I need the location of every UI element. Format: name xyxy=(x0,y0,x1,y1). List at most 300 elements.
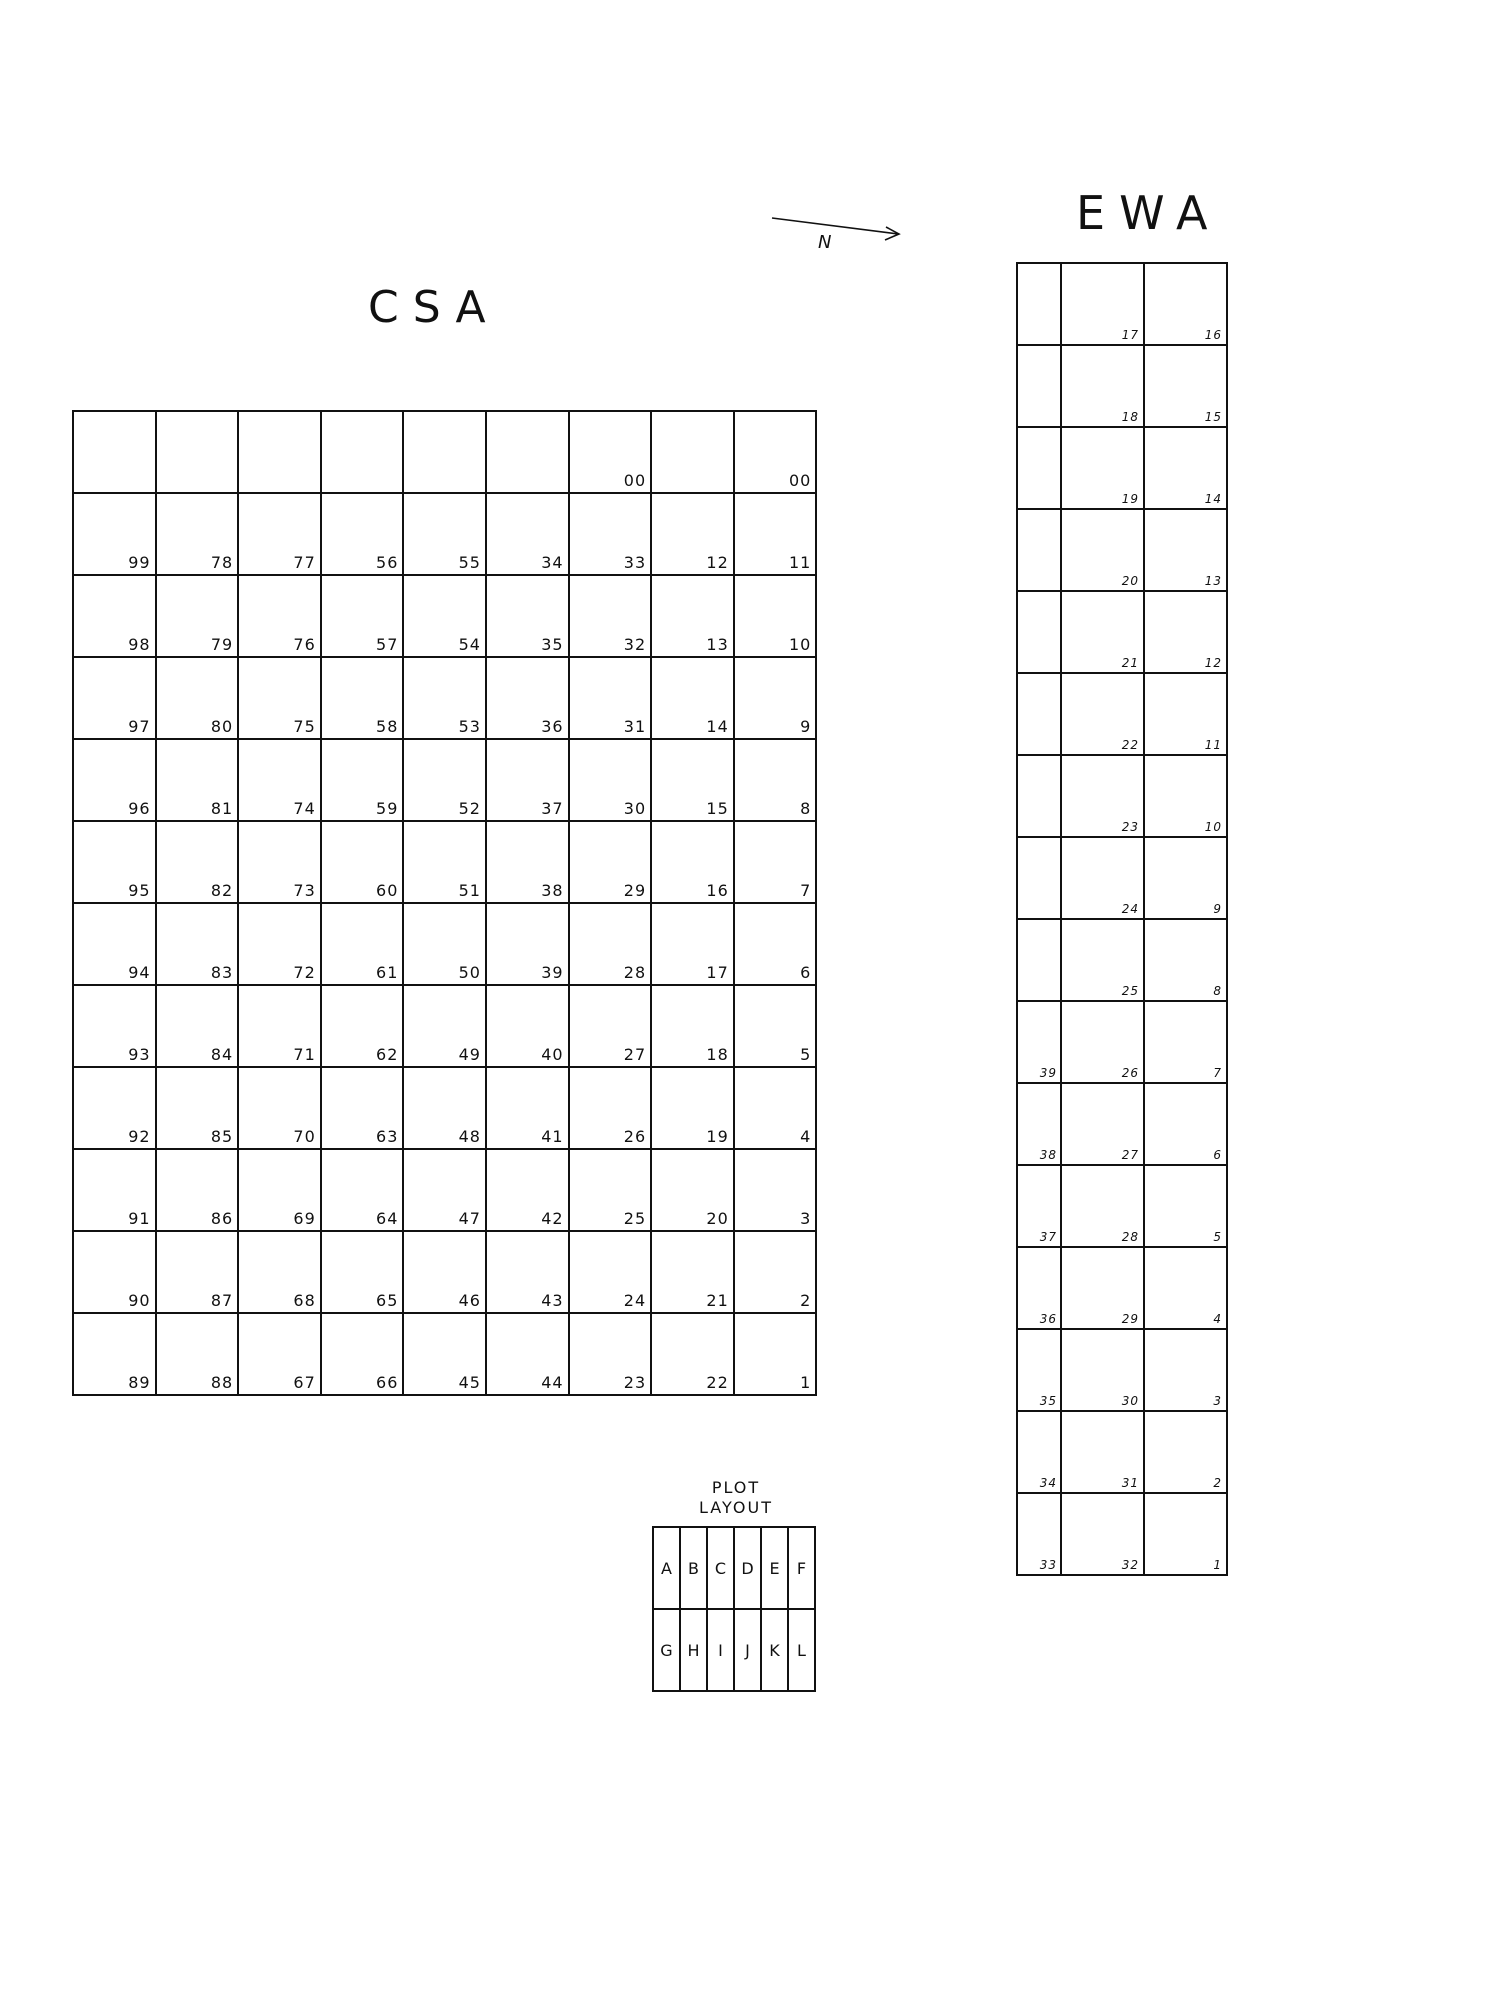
ewa-plot-cell-number: 2 xyxy=(1213,1476,1222,1490)
csa-plot-cell-row xyxy=(73,1313,816,1395)
csa-plot-cell xyxy=(486,1149,569,1231)
ewa-plot-cell xyxy=(1061,1083,1144,1165)
csa-plot-cell xyxy=(651,411,734,493)
csa-plot-cell-number: 13 xyxy=(706,635,729,654)
csa-plot-cell-number: 54 xyxy=(458,635,481,654)
ewa-plot-cell-row xyxy=(1017,1083,1227,1165)
csa-plot-cell-number: 10 xyxy=(788,635,812,654)
ewa-plot-cell xyxy=(1144,1083,1227,1165)
csa-plot-cell xyxy=(73,575,156,657)
ewa-plot-cell-number: 12 xyxy=(1204,656,1222,670)
ewa-plot-cell xyxy=(1017,263,1061,345)
csa-plot-cell-number: 16 xyxy=(706,881,729,900)
csa-plot-cell-number: 98 xyxy=(128,635,151,654)
csa-plot-cell xyxy=(651,1313,734,1395)
csa-plot-cell-number: 79 xyxy=(210,635,234,654)
csa-plot-cell xyxy=(569,739,652,821)
csa-plot-cell-number: 33 xyxy=(623,553,647,572)
csa-plot-cell-number: 20 xyxy=(706,1209,729,1228)
csa-plot-cell xyxy=(569,821,652,903)
csa-plot-cell xyxy=(734,411,817,493)
ewa-plot-cell-number: 33 xyxy=(1039,1558,1057,1572)
ewa-plot-cell-number: 17 xyxy=(1121,328,1139,342)
plot-layout-cell: B xyxy=(680,1527,707,1609)
ewa-plot-cell-number: 20 xyxy=(1121,574,1139,588)
csa-plot-cell-number: 95 xyxy=(128,881,151,900)
csa-plot-cell xyxy=(486,657,569,739)
csa-plot-cell-number: 96 xyxy=(128,799,151,818)
ewa-plot-cell xyxy=(1017,1329,1061,1411)
ewa-plot-cell xyxy=(1017,755,1061,837)
csa-plot-cell xyxy=(734,575,817,657)
csa-plot-cell-number: 46 xyxy=(458,1291,481,1310)
csa-plot-cell-row xyxy=(73,493,816,575)
ewa-plot-cell xyxy=(1061,263,1144,345)
ewa-plot-cell xyxy=(1061,837,1144,919)
csa-plot-cell-number: 67 xyxy=(293,1373,316,1392)
csa-plot-cell-number: 9 xyxy=(800,717,812,736)
csa-plot-cell-number: 99 xyxy=(128,553,151,572)
csa-plot-cell-number: 22 xyxy=(706,1373,729,1392)
csa-plot-cell xyxy=(73,493,156,575)
csa-plot-cell xyxy=(238,411,321,493)
csa-plot-cell-number: 27 xyxy=(623,1045,647,1064)
csa-plot-cell xyxy=(403,903,486,985)
ewa-plot-cell xyxy=(1061,1411,1144,1493)
csa-plot-cell-number: 49 xyxy=(458,1045,481,1064)
csa-plot-cell-number: 00 xyxy=(623,471,647,490)
csa-plot-cell xyxy=(569,411,652,493)
ewa-plot-cell-row xyxy=(1017,1329,1227,1411)
csa-plot-cell xyxy=(569,1313,652,1395)
csa-plot-cell-number: 25 xyxy=(623,1209,647,1228)
csa-plot-grid xyxy=(72,410,817,1396)
ewa-plot-cell xyxy=(1144,1165,1227,1247)
csa-plot-cell xyxy=(321,575,404,657)
csa-plot-cell-number: 45 xyxy=(458,1373,481,1392)
csa-plot-cell xyxy=(238,821,321,903)
csa-plot-cell xyxy=(734,1067,817,1149)
ewa-plot-cell-number: 23 xyxy=(1121,820,1139,834)
ewa-title: EWA xyxy=(1076,186,1222,240)
csa-plot-cell xyxy=(321,493,404,575)
csa-plot-cell xyxy=(238,493,321,575)
csa-plot-cell xyxy=(73,1067,156,1149)
csa-plot-cell-number: 87 xyxy=(210,1291,234,1310)
ewa-plot-cell xyxy=(1144,263,1227,345)
plot-layout-cell: E xyxy=(761,1527,788,1609)
csa-plot-cell xyxy=(651,1067,734,1149)
csa-plot-cell xyxy=(321,821,404,903)
csa-plot-cell xyxy=(486,411,569,493)
ewa-plot-cell-number: 28 xyxy=(1121,1230,1139,1244)
csa-plot-cell-number: 76 xyxy=(293,635,316,654)
csa-plot-cell xyxy=(403,411,486,493)
csa-plot-cell-number: 89 xyxy=(128,1373,151,1392)
csa-plot-cell-row xyxy=(73,657,816,739)
csa-plot-cell xyxy=(486,493,569,575)
ewa-plot-cell xyxy=(1061,673,1144,755)
ewa-plot-cell-row xyxy=(1017,427,1227,509)
ewa-plot-cell-number: 11 xyxy=(1204,738,1222,752)
csa-plot-cell xyxy=(403,985,486,1067)
csa-plot-cell-number: 63 xyxy=(376,1127,399,1146)
ewa-plot-cell xyxy=(1144,673,1227,755)
csa-plot-cell-number: 60 xyxy=(376,881,399,900)
ewa-plot-cell xyxy=(1061,1329,1144,1411)
csa-plot-cell-number: 29 xyxy=(623,881,647,900)
csa-plot-cell-number: 15 xyxy=(706,799,729,818)
north-label: N xyxy=(818,232,832,253)
ewa-plot-cell xyxy=(1061,1165,1144,1247)
ewa-plot-cell xyxy=(1017,427,1061,509)
csa-plot-cell xyxy=(73,1231,156,1313)
csa-plot-cell-number: 00 xyxy=(788,471,812,490)
csa-plot-cell xyxy=(403,821,486,903)
csa-plot-cell xyxy=(651,1231,734,1313)
csa-plot-cell xyxy=(403,1149,486,1231)
ewa-plot-cell-number: 14 xyxy=(1204,492,1222,506)
csa-plot-cell xyxy=(238,575,321,657)
csa-plot-cell-number: 5 xyxy=(800,1045,812,1064)
csa-plot-cell-number: 47 xyxy=(458,1209,481,1228)
ewa-plot-cell xyxy=(1144,919,1227,1001)
csa-plot-cell xyxy=(321,657,404,739)
ewa-plot-cell xyxy=(1144,837,1227,919)
ewa-plot-cell xyxy=(1061,1493,1144,1575)
csa-plot-cell-number: 34 xyxy=(541,553,564,572)
csa-plot-cell xyxy=(156,493,239,575)
csa-plot-cell-number: 56 xyxy=(376,553,399,572)
plot-layout-cell: C xyxy=(707,1527,734,1609)
plot-layout-cell: G xyxy=(653,1609,680,1691)
ewa-plot-cell-number: 27 xyxy=(1121,1148,1139,1162)
ewa-plot-cell xyxy=(1017,1493,1061,1575)
csa-plot-cell xyxy=(238,1231,321,1313)
csa-plot-cell-number: 51 xyxy=(458,881,481,900)
ewa-plot-cell xyxy=(1017,1083,1061,1165)
csa-plot-cell xyxy=(486,739,569,821)
csa-plot-cell xyxy=(486,1231,569,1313)
csa-plot-cell xyxy=(403,739,486,821)
ewa-plot-cell-row xyxy=(1017,1001,1227,1083)
csa-plot-cell-row xyxy=(73,1067,816,1149)
csa-plot-cell xyxy=(734,493,817,575)
csa-plot-cell xyxy=(156,1149,239,1231)
ewa-plot-cell-row xyxy=(1017,919,1227,1001)
csa-plot-cell-number: 61 xyxy=(376,963,399,982)
csa-plot-cell-number: 41 xyxy=(541,1127,564,1146)
ewa-plot-cell-number: 21 xyxy=(1121,656,1139,670)
csa-plot-cell xyxy=(734,1313,817,1395)
csa-plot-cell-row xyxy=(73,739,816,821)
csa-plot-cell xyxy=(156,1231,239,1313)
csa-plot-cell xyxy=(156,1067,239,1149)
ewa-plot-cell xyxy=(1061,591,1144,673)
ewa-plot-cell xyxy=(1017,837,1061,919)
ewa-plot-cell-number: 18 xyxy=(1121,410,1139,424)
ewa-plot-cell-number: 16 xyxy=(1204,328,1222,342)
csa-plot-cell-row xyxy=(73,411,816,493)
ewa-plot-cell-number: 30 xyxy=(1121,1394,1139,1408)
csa-plot-cell-number: 17 xyxy=(706,963,729,982)
csa-plot-cell xyxy=(651,821,734,903)
ewa-plot-cell-number: 36 xyxy=(1039,1312,1057,1326)
csa-plot-cell xyxy=(238,657,321,739)
ewa-plot-cell-number: 4 xyxy=(1213,1312,1222,1326)
ewa-plot-cell xyxy=(1061,755,1144,837)
csa-plot-cell-number: 8 xyxy=(800,799,812,818)
csa-plot-cell-number: 39 xyxy=(541,963,564,982)
csa-plot-cell xyxy=(486,985,569,1067)
csa-plot-cell-row xyxy=(73,903,816,985)
ewa-plot-cell xyxy=(1144,1493,1227,1575)
csa-plot-cell-number: 2 xyxy=(800,1291,812,1310)
csa-plot-cell xyxy=(321,985,404,1067)
csa-plot-cell-number: 91 xyxy=(128,1209,151,1228)
csa-plot-cell xyxy=(73,1149,156,1231)
ewa-plot-cell xyxy=(1017,1165,1061,1247)
plot-layout-cell: A xyxy=(653,1527,680,1609)
csa-plot-cell xyxy=(569,985,652,1067)
csa-plot-cell xyxy=(734,985,817,1067)
csa-plot-cell xyxy=(651,985,734,1067)
ewa-plot-cell xyxy=(1017,1001,1061,1083)
ewa-plot-cell-number: 1 xyxy=(1213,1558,1222,1572)
ewa-plot-cell xyxy=(1144,427,1227,509)
ewa-plot-cell-row xyxy=(1017,591,1227,673)
csa-plot-cell-number: 55 xyxy=(458,553,481,572)
csa-plot-cell-number: 37 xyxy=(541,799,564,818)
ewa-plot-cell-number: 13 xyxy=(1204,574,1222,588)
csa-plot-cell xyxy=(569,657,652,739)
csa-plot-cell xyxy=(238,1313,321,1395)
csa-plot-cell-number: 83 xyxy=(210,963,234,982)
ewa-plot-cell xyxy=(1061,345,1144,427)
csa-plot-cell xyxy=(486,903,569,985)
csa-plot-cell-number: 58 xyxy=(376,717,399,736)
csa-plot-cell xyxy=(569,575,652,657)
csa-plot-cell-number: 52 xyxy=(458,799,481,818)
plot-layout-cell: H xyxy=(680,1609,707,1691)
csa-plot-cell xyxy=(486,1313,569,1395)
ewa-plot-cell xyxy=(1017,673,1061,755)
ewa-plot-cell xyxy=(1061,427,1144,509)
csa-plot-cell xyxy=(156,985,239,1067)
ewa-plot-cell-number: 22 xyxy=(1121,738,1139,752)
csa-plot-cell xyxy=(156,821,239,903)
csa-plot-cell xyxy=(486,821,569,903)
csa-plot-cell-number: 42 xyxy=(541,1209,564,1228)
csa-plot-cell-number: 1 xyxy=(800,1373,812,1392)
csa-plot-cell xyxy=(651,493,734,575)
csa-plot-cell-number: 81 xyxy=(210,799,234,818)
ewa-plot-cell-row xyxy=(1017,755,1227,837)
csa-plot-cell-number: 78 xyxy=(210,553,234,572)
csa-plot-cell-number: 50 xyxy=(458,963,481,982)
csa-plot-cell-number: 44 xyxy=(541,1373,564,1392)
csa-plot-cell-number: 32 xyxy=(623,635,647,654)
ewa-plot-cell xyxy=(1144,345,1227,427)
plot-layout-grid xyxy=(652,1526,816,1692)
ewa-plot-cell xyxy=(1017,1247,1061,1329)
csa-plot-cell xyxy=(651,739,734,821)
ewa-plot-cell-number: 31 xyxy=(1121,1476,1139,1490)
ewa-plot-cell xyxy=(1017,591,1061,673)
csa-plot-cell xyxy=(156,903,239,985)
csa-plot-cell-number: 70 xyxy=(293,1127,316,1146)
ewa-plot-cell xyxy=(1144,755,1227,837)
plot-layout-label xyxy=(686,1478,786,1518)
csa-plot-cell-number: 86 xyxy=(210,1209,234,1228)
csa-plot-cell xyxy=(569,1231,652,1313)
csa-plot-cell-number: 40 xyxy=(541,1045,564,1064)
csa-plot-cell-number: 84 xyxy=(210,1045,234,1064)
csa-plot-cell-number: 7 xyxy=(800,881,812,900)
csa-plot-cell xyxy=(321,739,404,821)
csa-plot-cell-number: 62 xyxy=(376,1045,399,1064)
ewa-plot-cell-number: 37 xyxy=(1039,1230,1057,1244)
csa-plot-cell-number: 21 xyxy=(706,1291,729,1310)
plot-layout-cell: I xyxy=(707,1609,734,1691)
ewa-plot-cell-number: 15 xyxy=(1204,410,1222,424)
csa-plot-cell-number: 74 xyxy=(293,799,316,818)
csa-plot-cell-number: 82 xyxy=(210,881,234,900)
csa-plot-cell xyxy=(403,1231,486,1313)
csa-plot-cell xyxy=(238,1149,321,1231)
ewa-plot-cell-number: 6 xyxy=(1213,1148,1222,1162)
csa-plot-cell xyxy=(156,1313,239,1395)
csa-plot-cell xyxy=(156,411,239,493)
ewa-plot-cell xyxy=(1144,1001,1227,1083)
ewa-plot-cell-number: 26 xyxy=(1121,1066,1139,1080)
ewa-plot-cell xyxy=(1017,919,1061,1001)
ewa-plot-cell xyxy=(1061,509,1144,591)
ewa-plot-cell-number: 25 xyxy=(1121,984,1139,998)
csa-plot-cell xyxy=(238,739,321,821)
csa-plot-cell xyxy=(321,1231,404,1313)
csa-plot-cell xyxy=(569,903,652,985)
csa-plot-cell-number: 88 xyxy=(210,1373,234,1392)
csa-plot-cell-number: 48 xyxy=(458,1127,481,1146)
plot-layout-label-line1: PLOT xyxy=(711,1478,761,1497)
ewa-plot-cell-row xyxy=(1017,1165,1227,1247)
csa-plot-cell xyxy=(321,1067,404,1149)
csa-plot-cell xyxy=(321,903,404,985)
csa-plot-cell xyxy=(403,575,486,657)
plot-layout-cell: L xyxy=(788,1609,815,1691)
csa-plot-cell xyxy=(734,1231,817,1313)
csa-plot-cell xyxy=(734,657,817,739)
ewa-plot-cell xyxy=(1144,509,1227,591)
ewa-plot-cell-row xyxy=(1017,1493,1227,1575)
csa-plot-cell xyxy=(321,1313,404,1395)
csa-plot-cell xyxy=(734,1149,817,1231)
ewa-plot-cell-row xyxy=(1017,837,1227,919)
csa-plot-cell-number: 36 xyxy=(541,717,564,736)
ewa-plot-cell-number: 7 xyxy=(1213,1066,1222,1080)
csa-plot-cell xyxy=(321,411,404,493)
ewa-plot-cell-number: 19 xyxy=(1121,492,1139,506)
csa-plot-cell xyxy=(651,657,734,739)
ewa-plot-cell-number: 32 xyxy=(1121,1558,1139,1572)
csa-plot-cell-number: 35 xyxy=(541,635,564,654)
csa-plot-cell xyxy=(73,657,156,739)
csa-plot-cell xyxy=(486,1067,569,1149)
csa-plot-cell xyxy=(73,903,156,985)
ewa-plot-cell xyxy=(1144,1247,1227,1329)
csa-plot-cell-number: 73 xyxy=(293,881,316,900)
csa-plot-cell xyxy=(156,575,239,657)
csa-plot-cell-number: 85 xyxy=(210,1127,234,1146)
ewa-plot-cell xyxy=(1017,345,1061,427)
csa-plot-cell xyxy=(321,1149,404,1231)
csa-plot-cell-number: 12 xyxy=(706,553,729,572)
csa-plot-cell-number: 69 xyxy=(293,1209,316,1228)
csa-plot-cell xyxy=(156,739,239,821)
csa-plot-cell xyxy=(569,1149,652,1231)
ewa-plot-cell-row xyxy=(1017,1247,1227,1329)
csa-plot-cell-row xyxy=(73,575,816,657)
csa-plot-cell xyxy=(569,493,652,575)
csa-plot-cell xyxy=(651,575,734,657)
csa-plot-cell-number: 38 xyxy=(541,881,564,900)
ewa-plot-cell xyxy=(1144,1411,1227,1493)
csa-plot-cell xyxy=(238,1067,321,1149)
plot-layout-cell: F xyxy=(788,1527,815,1609)
csa-plot-cell-number: 75 xyxy=(293,717,316,736)
ewa-plot-cell-number: 35 xyxy=(1039,1394,1057,1408)
csa-plot-cell-row xyxy=(73,985,816,1067)
csa-plot-cell-number: 23 xyxy=(623,1373,647,1392)
csa-plot-cell-number: 80 xyxy=(210,717,234,736)
csa-plot-cell-number: 3 xyxy=(800,1209,812,1228)
csa-plot-cell-number: 11 xyxy=(788,553,812,572)
csa-plot-cell-number: 28 xyxy=(623,963,647,982)
ewa-plot-cell xyxy=(1017,1411,1061,1493)
csa-plot-cell xyxy=(73,411,156,493)
csa-plot-cell xyxy=(734,821,817,903)
csa-plot-cell-number: 94 xyxy=(128,963,151,982)
csa-plot-cell-number: 4 xyxy=(800,1127,812,1146)
ewa-plot-cell-number: 8 xyxy=(1213,984,1222,998)
ewa-plot-cell-row xyxy=(1017,263,1227,345)
ewa-plot-cell xyxy=(1017,509,1061,591)
ewa-plot-cell-row xyxy=(1017,1411,1227,1493)
plot-layout-label-line2: LAYOUT xyxy=(699,1498,773,1517)
csa-plot-cell-number: 66 xyxy=(376,1373,399,1392)
csa-plot-cell xyxy=(651,1149,734,1231)
csa-plot-cell-number: 68 xyxy=(293,1291,316,1310)
ewa-plot-cell xyxy=(1144,1329,1227,1411)
plot-layout-cell: D xyxy=(734,1527,761,1609)
csa-plot-cell-row xyxy=(73,821,816,903)
ewa-plot-cell-number: 29 xyxy=(1121,1312,1139,1326)
ewa-plot-cell-row xyxy=(1017,509,1227,591)
csa-plot-cell xyxy=(73,985,156,1067)
ewa-plot-cell-row xyxy=(1017,345,1227,427)
csa-plot-cell xyxy=(651,903,734,985)
ewa-plot-cell-number: 24 xyxy=(1121,902,1139,916)
csa-plot-cell xyxy=(156,657,239,739)
csa-plot-cell xyxy=(73,821,156,903)
ewa-plot-cell-number: 5 xyxy=(1213,1230,1222,1244)
csa-plot-cell-number: 90 xyxy=(128,1291,151,1310)
csa-plot-cell-number: 77 xyxy=(293,553,316,572)
csa-plot-cell-number: 65 xyxy=(376,1291,399,1310)
csa-plot-cell-row xyxy=(73,1149,816,1231)
csa-plot-cell xyxy=(238,903,321,985)
